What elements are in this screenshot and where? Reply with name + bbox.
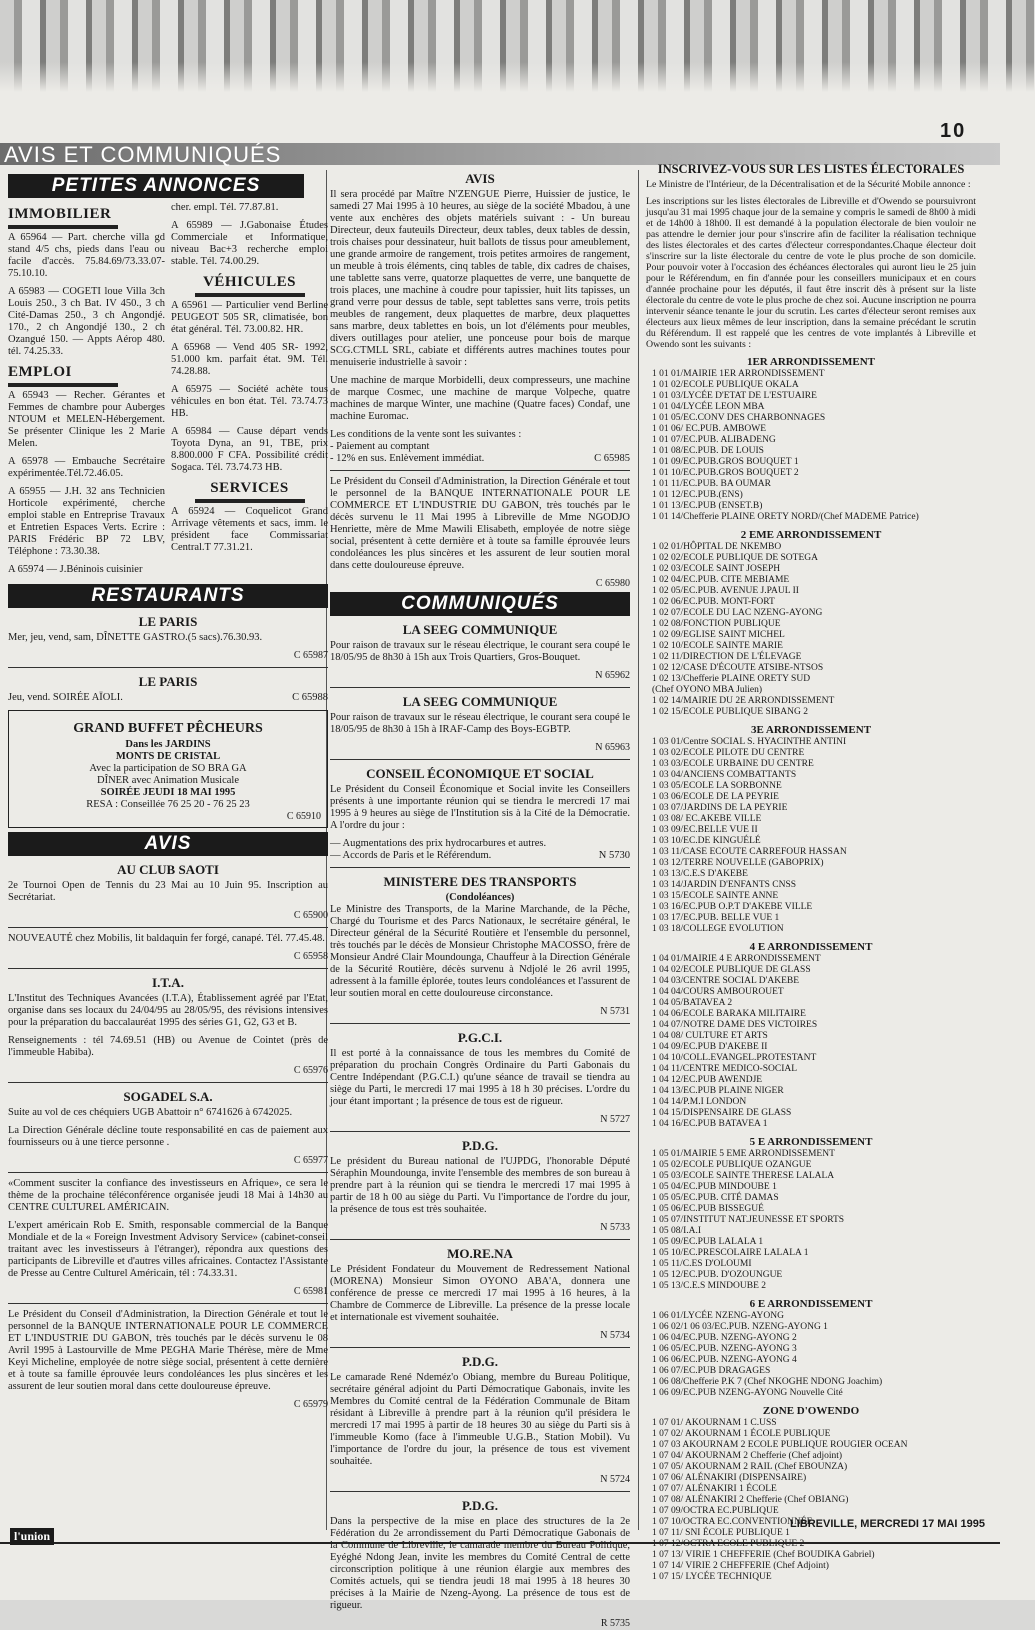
polling-station: 1 05 02/ECOLE PUBLIQUE OZANGUE [652,1160,812,1170]
polling-station: 1 02 09/EGLISE SAINT MICHEL [652,630,785,640]
restaurant-text: Mer, jeu, vend, sam, DÎNETTE GASTRO.(5 sacs).76.30.93. [8,632,263,643]
polling-station: 1 07 11/ SNI ÉCOLE PUBLIQUE 1 [652,1528,790,1538]
polling-station: 1 03 02/ECOLE PILOTE DU CENTRE [652,748,805,758]
communiques-title: COMMUNIQUÉS [330,592,630,616]
ad-item: A 65961 — Particulier vend Berline PEUGEOT 505 SR, climatisée, bon état général. Tél. 73.00.82. HR. [171,300,328,335]
immobilier-heading: IMMOBILIER [8,206,112,222]
restaurant-row [8,692,328,704]
polling-station: 1 01 04/LYCÉE LEON MBA [652,402,765,412]
polling-station: 1 02 14/MAIRIE DU 2E ARRONDISSEMENT [652,696,835,706]
pgci-heading: P.G.C.I. [457,1030,503,1045]
polling-station: 1 04 10/COLL.EVANGEL.PROTESTANT [652,1053,817,1063]
ad-ref: N 5724 [600,1474,630,1485]
polling-station: 1 07 02/ AKOURNAM 1 ÉCOLE PUBLIQUE [652,1429,831,1439]
arrondissement-heading: 3E ARRONDISSEMENT [750,724,872,736]
polling-station: 1 02 06/EC.PUB. MONT-FORT [652,597,775,607]
polling-station: 1 03 12/TERRE NOUVELLE (GABOPRIX) [652,858,824,868]
arrondissement-heading: 1ER ARRONDISSEMENT [746,356,876,368]
buffet-line: Avec la participation de SO BRA GA [89,763,247,774]
transports-subheading: (Condoléances) [445,892,515,903]
polling-station: 1 01 07/EC.PUB. ALIBADENG [652,435,776,445]
polling-station: 1 07 12/OCTRA ECOLE PUBLIQUE 2 [652,1539,805,1549]
vehicules-heading: VÉHICULES [203,274,296,290]
polling-station: (Chef OYONO MBA Julien) [652,685,763,695]
ces-item: — Accords de Paris et le Référendum. [330,850,492,861]
divider [330,1239,630,1240]
ad-item: A 65974 — J.Béninois cuisinier [8,564,143,575]
restaurants-title: RESTAURANTS [8,584,328,608]
ita-text: Renseignements : tél 74.69.51 (HB) ou Avenue de Cointet (près de l'immeuble Habiba). [8,1035,328,1058]
transports-text: Le Ministre des Transports, de la Marine Marchande, de la Pêche, Chargé du Tourisme et des Parcs Nationaux, le secrétaire général, le Directeur général de la Sécurité Routière et l'ensemble du personnel, très touchés par le décès de Monsieur Christophe MACOSSO, frère de Monsieur André Clair Moundounga, Chauffeur à la Direction Générale de la Sécurité Routière, décès survenu à Ndjolé le 26 avril 1995, adressent à la famille éplorée, toutes leurs condoléances et l'assurent de leur soutien moral en cette douloureuse circonstance. [330,904,630,999]
polling-station: 1 03 04/ANCIENS COMBATTANTS [652,770,797,780]
ad-ref: N 5733 [600,1222,630,1233]
polling-station: 1 07 13/ VIRIE 1 CHEFFERIE (Chef BOUDIKA Gabriel) [652,1550,875,1560]
polling-station: 1 07 04/ AKOURNAM 2 Chefferie (Chef adjoint) [652,1451,843,1461]
polling-station: 1 01 13/EC.PUB (ENSET.B) [652,501,763,511]
polling-station: 1 04 15/DISPENSAIRE DE GLASS [652,1108,792,1118]
ad-item: A 65924 — Coquelicot Grand Arrivage vêtements et sacs, imm. le président face Commissariat Central.T 77.31.21. [171,506,328,553]
pdg-text: Dans la perspective de la mise en place des structures de la 2e Fédération du 2e arrondissement du Parti Démocratique Gabonais de la Commune de Libreville, le camarade membre du Bureau Politique, Eyéghé Ndong Jean, invite les membres du Comité Central de cette circonscription politique à une réunion élargie aux membres des Comités actuels, qui se tiendra jeudi 18 mai 1995 à 18 heures 30 précises à la Mairie de Nzeng-Ayong. La présence de tous est de rigueur. [330,1516,630,1611]
morena-heading: MO.RE.NA [447,1246,513,1261]
polling-station: 1 04 16/EC.PUB BATAVEA 1 [652,1119,768,1129]
avis-text: - Paiement au comptant [330,441,430,452]
divider [8,1082,328,1083]
ad-ref: N 5731 [600,1006,630,1017]
polling-station: 1 01 02/ECOLE PUBLIQUE OKALA [652,380,799,390]
arrondissement-heading: 2 EME ARRONDISSEMENT [740,529,882,541]
scan-shadow [0,0,1035,92]
polling-station: 1 04 14/P.M.I LONDON [652,1097,747,1107]
ad-ref: C 65987 [293,650,328,661]
polling-station: 1 04 02/ECOLE PUBLIQUE DE GLASS [652,965,811,975]
ad-item: A 65964 — Part. cherche villa gd stand 4/5 chs, pieds dans l'eau ou facile d'accès. 75.84.69/73.33.07- 75.10.10. [8,232,165,279]
ad-item: A 65989 — J.Gabonaise Études Commerciale et Informatique, niveau Bac+3 recherche emploi stable. Tél. 74.00.29. [171,220,328,267]
polling-station: 1 01 12/EC.PUB.(ENS) [652,490,743,500]
polling-station: 1 02 04/EC.PUB. CITE MEBIAME [652,575,790,585]
pdg-heading: P.D.G. [462,1138,498,1153]
ad-ref: C 65988 [292,692,328,703]
polling-station: 1 04 08/ CULTURE ET ARTS [652,1031,768,1041]
polling-station: 1 03 13/C.E.S D'AKEBE [652,869,748,879]
polling-station: 1 01 03/LYCÉE D'ETAT DE L'ESTUAIRE [652,391,817,401]
polling-station: 1 04 07/NOTRE DAME DES VICTOIRES [652,1020,818,1030]
buffet-title: GRAND BUFFET PÊCHEURS [73,721,263,736]
column-left [8,172,328,1542]
ces-heading: CONSEIL ÉCONOMIQUE ET SOCIAL [366,766,594,781]
ad-ref: N 65962 [595,670,630,681]
polling-station: 1 06 04/EC.PUB. NZENG-AYONG 2 [652,1333,797,1343]
buffet-box [8,710,328,828]
pdg-text: Le camarade René Ndeméz'o Obiang, membre du Bureau Politique, secrétaire général adjoint du Parti Démocratique Gabonais, invite les Membres du Comité central de la Fédération Communale de Bitam résidant à Libreville à prendre part à la réunion qu'il présidera le mercredi 17 mai 1995 à partir de 18 heures 30 au siège du Parti sis à l'immeuble Komo (face à l'immeuble U.G.B., Station Mobil). Vu l'importance de l'ordre du jour, la présence de tous est vivement souhaitée. [330,1372,630,1467]
polling-station: 1 07 10/OCTRA EC.CONVENTIONNÉE [652,1517,813,1527]
polling-station: 1 04 13/EC.PUB PLAINE NIGER [652,1086,784,1096]
ccc-text: L'expert américain Rob E. Smith, responsable commercial de la Banque Mondiale et de la « Foreign Investment Advisory Service» (cabinet-conseil traitant avec les investisseurs à l'étranger), répondra aux questions des participants de Libreville et d'autres villes africaines. Contactez l'Assistante de Presse au Centre Culturel Américain, tél : 74.33.31. [8,1220,328,1279]
polling-station: 1 07 15/ LYCÉE TECHNIQUE [652,1572,772,1582]
sogadel-heading: SOGADEL S.A. [123,1089,213,1104]
polling-station: 1 07 03 AKOURNAM 2 ECOLE PUBLIQUE ROUGIER OCEAN [652,1440,908,1450]
polling-station: 1 06 09/EC.PUB NZENG-AYONG Nouvelle Cité [652,1388,843,1398]
polling-station: 1 02 08/FONCTION PUBLIQUE [652,619,781,629]
club-text: 2e Tournoi Open de Tennis du 23 Mai au 10 Juin 95. Inscription au Secrétariat. [8,880,328,903]
listes-heading: INSCRIVEZ-VOUS SUR LES LISTES ÉLECTORALES [657,162,965,176]
club-heading: AU CLUB SAOTI [117,862,219,877]
seeg-text: Pour raison de travaux sur le réseau électrique, le courant sera coupé le 18/05/95 de 8h30 à 15h aux Trois Quartiers, Gros-Bouquet. [330,640,630,663]
ad-item: A 65984 — Cause départ vends Toyota Dyna, an 91, TBE, prix 8.800.000 F CFA. Possibilité crédit Sogaca. Tél. 73.74.73 HB. [171,426,328,473]
listes-text: Les inscriptions sur les listes électorales de Libreville et d'Owendo se poursuivront jusqu'au 31 mai 1995 chaque jour de la semaine y compris le samedi de 8h00 à midi et de 14h00 à 18h00. Il est demandé à la population électorale de bien vouloir ne pas attendre le dernier jour pour s'inscrire afin de faciliter la réalisation technique des listes électorales et des cartes d'électeur correspondantes.Chaque électeur doit s'inscrire sur la liste électorale du centre de vote le plus proche de son domicile. Pour pouvoir voter à l'occasion des échéances électorales qui auront lieu le 25 juin pour le Référendum, en fin d'année pour les conseillers municipaux et en cours d'année prochaine pour les députés, il faut être inscrit dès à présent sur la liste électorale du centre de vote le plus proche de chez soi. Aucune inscription ne pourra intervenir séance tenante le jour du scrutin. Les cartes d'électeur seront remises aux électeurs aux lieux mêmes de leur inscription, dans la semaine précédant le scrutin du Référendum. Il est rappelé que les centres de vote implantés à Libreville et Owendo sont les suivants : [646,196,976,350]
polling-station: 1 04 04/COURS AMBOUROUET [652,987,784,997]
polling-station: 1 02 01/HÔPITAL DE NKEMBO [652,542,782,552]
avis-title: AVIS [8,832,328,856]
heading-bar [8,225,118,229]
polling-station: 1 02 13/Chefferie PLAINE ORETY SUD [652,674,811,684]
polling-station: 1 01 08/EC.PUB. DE LOUIS [652,446,764,456]
section-title: AVIS ET COMMUNIQUÉS [4,142,282,167]
ad-ref: C 65977 [293,1155,328,1166]
ad-item: A 65943 — Recher. Gérantes et Femmes de chambre pour Auberges NTOUM et MELEN-Hébergement. Se présenter Clinique les 2 Marie Melen. [8,390,165,449]
polling-station: 1 03 08/ EC.AKEBE VILLE [652,814,762,824]
polling-station: 1 05 06/EC.PUB BISSEGUÉ [652,1204,764,1214]
sogadel-text: La Direction Générale décline toute responsabilité en cas de paiement aux fournisseurs ou à une tierce personne . [8,1125,328,1148]
polling-station: 1 05 01/MAIRIE 5 EME ARRONDISSEMENT [652,1149,835,1159]
polling-station: 1 05 08/I.A.I [652,1226,702,1236]
polling-station: 1 02 11/DIRECTION DE L'ÉLEVAGE [652,652,802,662]
divider [8,968,328,969]
polling-station: 1 01 05/EC.CONV DES CHARBONNAGES [652,413,826,423]
ad-ref: C 65981 [293,1286,328,1297]
buffet-line: SOIRÉE JEUDI 18 MAI 1995 [100,787,236,798]
polling-station: 1 03 14/JARDIN D'ENFANTS CNSS [652,880,797,890]
polling-station: 1 06 07/EC.PUB DRAGAGES [652,1366,771,1376]
ad-ref: C 65979 [293,1399,328,1410]
polling-station: 1 06 05/EC.PUB. NZENG-AYONG 3 [652,1344,797,1354]
polling-station: 1 06 08/Chefferie P.K 7 (Chef NKOGHE NDONG Joachim) [652,1377,883,1387]
polling-station: 1 05 04/EC.PUB MINDOUBE 1 [652,1182,777,1192]
avis-row [330,453,630,465]
page-number: 10 [940,120,967,142]
deces-text: Le Président du Conseil d'Administration, la Direction Générale et tout le personnel de la BANQUE INTERNATIONALE POUR LE COMMERCE ET L'INDUSTRIE DU GABON, très touchés par le décès survenu le 11 Mai 1995 à Libreville de Mme NGODJO Henriette, mère de Mme Mawili Elisabeth, employée de notre siège social, présentent à cette dernière et à toute sa famille éprouvée leurs condoléances les plus sincères et les assurent de leur soutien moral dans cette douloureuse épreuve. [330,476,630,571]
polling-station: 1 02 10/ECOLE SAINTE MARIE [652,641,783,651]
ad-item: A 65968 — Vend 405 SR- 1992, 51.000 km. parfait état. 9M. Tél. 74.28.88. [171,342,328,377]
ces-item: — Augmentations des prix hydrocarbures et autres. [330,838,547,849]
divider [330,1491,630,1492]
polling-station: 1 03 16/EC.PUB O.P.T D'AKEBE VILLE [652,902,813,912]
polling-station: 1 01 01/MAIRIE 1ER ARRONDISSEMENT [652,369,825,379]
divider [8,927,328,928]
pdg-heading: P.D.G. [462,1354,498,1369]
avis-text: Les conditions de la vente sont les suivantes : [330,429,522,440]
polling-station: 1 06 01/LYCÉE NZENG-AYONG [652,1311,784,1321]
polling-station: 1 04 05/BATAVEA 2 [652,998,733,1008]
ccc-text: «Comment susciter la confiance des investisseurs en Afrique», ce sera le thème de la prochaine téléconférence organisée jeudi 18 Mai à 14h30 au CENTRE CULTUREL AMÉRICAIN. [8,1178,328,1213]
polling-station: 1 03 10/EC.DE KINGUÉLÉ [652,836,761,846]
polling-station: 1 02 03/ECOLE SAINT JOSEPH [652,564,781,574]
ad-ref: N 5727 [600,1114,630,1125]
pgci-text: Il est porté à la connaissance de tous les membres du Comité de préparation du prochain Congrès Ordinaire du Parti Gabonais du Centre Indépendant (P.G.C.I.) qu'une séance de travail se tiendra au siège du Parti, le mercredi 17 mai 1995 à 18 h 30 précises. L'ordre du jour étant important ; la présence de tous est de rigueur. [330,1048,630,1107]
divider [330,759,630,760]
ad-item: A 65955 — J.H. 32 ans Technicien Horticole expérimenté, cherche emploi stable en Entreprise Travaux et Entretien Espaces Verts. Ecrire : PARIS Frédéric BP 72 LBV, Téléphone : 73.30.38. [8,486,165,557]
footer-date: LIBREVILLE, MERCREDI 17 MAI 1995 [790,1518,985,1530]
services-heading: SERVICES [210,480,289,496]
heading-bar [8,383,118,387]
pdg-text: Le président du Bureau national de l'UJPDG, l'honorable Député Séraphin Moundounga, invite l'ensemble des membres de son bureau à prendre part à la réunion qui se tiendra le mercredi 17 mai 1995 à partir de 18 h 00 au siège du Parti. Vu l'importance de l'ordre du jour, la présence de tous est très souhaitée. [330,1156,630,1215]
arrondissements [646,356,976,1583]
arrondissement-heading: 4 E ARRONDISSEMENT [749,941,873,953]
polling-station: 1 05 03/ECOLE SAINTE THERESE LALALA [652,1171,835,1181]
avis-text: - 12% en sus. Enlèvement immédiat. [330,453,485,464]
column-middle [330,165,630,1629]
polling-station: 1 04 01/MAIRIE 4 E ARRONDISSEMENT [652,954,821,964]
nouveaute-text: NOUVEAUTÉ chez Mobilis, lit baldaquin fer forgé, canapé. Tél. 77.45.48. [8,933,325,944]
ad-item: cher. empl. Tél. 77.87.81. [171,202,279,213]
avis-heading: AVIS [465,171,495,186]
polling-station: 1 04 11/CENTRE MEDICO-SOCIAL [652,1064,798,1074]
ad-ref: N 5730 [598,850,630,861]
avis-text: Une machine de marque Morbidelli, deux compresseurs, une machine de marque Cosmec, une machine de marque Volpeche, quatre machines de marque Winter, une machine (Quatre faces) Condaf, une machine Euromac. [330,375,630,422]
divider [8,1172,328,1173]
divider [330,687,630,688]
bicig-text: Le Président du Conseil d'Administration, la Direction Générale et tout le personnel de la BANQUE INTERNATIONALE POUR LE COMMERCE ET L'INDUSTRIE DU GABON, très touchés par le décès survenu le 08 Avril 1995 à Lastourville de Mme PEGHA Marie Thérèse, mère de Mme Keyi Micheline, employée de notre siège social, présentent à cette dernière et à toute sa famille éprouvée leurs condoléances les plus sincères et les assurent de leur soutien moral dans cette douloureuse épreuve. [8,1309,328,1392]
ad-ref: N 5734 [600,1330,630,1341]
polling-station: 1 03 03/ECOLE URBAINE DU CENTRE [652,759,814,769]
polling-station: 1 03 01/Centre SOCIAL S. HYACINTHE ANTINI [652,737,847,747]
polling-station: 1 01 09/EC.PUB.GROS BOUQUET 1 [652,457,799,467]
polling-station: 1 02 05/EC.PUB. AVENUE J.PAUL II [652,586,799,596]
listes-intro: Le Ministre de l'Intérieur, de la Décentralisation et de la Sécurité Mobile annonce : [646,179,971,190]
heading-bar [195,499,305,503]
polling-station: 1 02 12/CASE D'ÉCOUTE ATSIBE-NTSOS [652,663,824,673]
divider [330,470,630,471]
ad-ref: C 65910 [286,811,321,822]
buffet-line: RESA : Conseillée 76 25 20 - 76 25 23 [86,799,250,810]
restaurant-text: Jeu, vend. SOIRÉE AÏOLI. [8,692,123,703]
polling-station: 1 07 07/ ALÉNAKIRI 1 ÉCOLE [652,1484,777,1494]
polling-station: 1 06 02/1 06 03/EC.PUB. NZENG-AYONG 1 [652,1322,828,1332]
avis-text: Il sera procédé par Maître N'ZENGUE Pierre, Huissier de justice, le samedi 27 Mai 1995 à 10 heures, au siège de la société Mbadou, à une vente aux enchères des objets matériels suivant : - Un bureau Directeur, deux fauteuils Directeur, deux tables, deux tables de dessin, trois chaises pour dessinateur, huit ballots de tissus pour ameublement, une grande armoire de rangement, trois petites armoires de rangement, un meuble à trois éléments, cinq tables de table, dix cadres de chaises, une tablette sans verre, quatorze plaquettes de verre, une banquette de trois places, une machine à coudre pour tapissier, huit lits tapisses, un grand verre pour dessus de table, sept tablettes sans verre, trois petits meubles de rangement, deux plaquettes de marbre, deux plaquettes sans marbre, deux tablettes en bois, un lot d'éléments pour meubles, divers outillages pour atelier, une ponceuse pour bois de marque SCG.CTMLL SRL, cabiate et différents autres machines toutes pour menuiserie industrielle à savoir : [330,189,630,368]
annonces-col-a [8,202,165,582]
arrondissement-heading: 6 E ARRONDISSEMENT [749,1298,873,1310]
divider [330,867,630,868]
divider [8,1303,328,1304]
ad-ref: R 5735 [600,1618,630,1629]
transports-heading: MINISTERE DES TRANSPORTS [383,874,577,889]
restaurant-name: LE PARIS [138,674,198,689]
polling-station: 1 01 06/ EC.PUB. AMBOWE [652,424,767,434]
polling-station: 1 06 06/EC.PUB. NZENG-AYONG 4 [652,1355,797,1365]
polling-station: 1 07 09/OCTRA EC.PUBLIQUE [652,1506,779,1516]
polling-station: 1 05 05/EC.PUB. CITÉ DAMAS [652,1193,779,1203]
annonces-col-b [171,202,328,582]
divider [8,667,328,668]
polling-station: 1 02 07/ECOLE DU LAC NZENG-AYONG [652,608,823,618]
polling-station: 1 03 05/ECOLE LA SORBONNE [652,781,782,791]
ad-ref: C 65980 [595,578,630,589]
polling-station: 1 07 05/ AKOURNAM 2 RAIL (Chef EBOUNZA) [652,1462,848,1472]
morena-text: Le Président Fondateur du Mouvement de Redressement National (MORENA) Monsieur Simon OYONO ABA'A, donnera une conférence de presse ce mercredi 17 mai 1995 à 16 heures, à la Chambre de Commerce de Libreville. La présence de la presse locale et internationale est vivement souhaitée. [330,1264,630,1323]
polling-station: 1 03 11/CASE ECOUTE CARREFOUR HASSAN [652,847,847,857]
emploi-heading: EMPLOI [8,364,72,380]
polling-station: 1 04 12/EC.PUB AWENDJE [652,1075,763,1085]
seeg-heading: LA SEEG COMMUNIQUE [402,694,558,709]
column-rule [638,170,639,1530]
polling-station: 1 01 10/EC.PUB.GROS BOUQUET 2 [652,468,799,478]
divider [330,1131,630,1132]
polling-station: 1 07 14/ VIRIE 2 CHEFFERIE (Chef Adjoint) [652,1561,829,1571]
buffet-line: DÎNER avec Animation Musicale [96,775,239,786]
polling-station: 1 03 15/ECOLE SAINTE ANNE [652,891,779,901]
polling-station: 1 05 12/EC.PUB. D'OZOUNGUE [652,1270,783,1280]
ad-ref: C 65958 [293,951,328,962]
polling-station: 1 01 14/Chefferie PLAINE ORETY NORD/(Chef MADEME Patrice) [652,512,919,522]
polling-station: 1 03 09/EC.BELLE VUE II [652,825,758,835]
polling-station: 1 01 11/EC.PUB. BA OUMAR [652,479,771,489]
divider [330,1023,630,1024]
petites-annonces-title: PETITES ANNONCES [8,174,304,198]
polling-station: 1 05 09/EC.PUB LALALA 1 [652,1237,764,1247]
buffet-line: Dans les JARDINS [125,739,211,750]
footer-rule [0,1542,1000,1544]
polling-station: 1 04 06/ECOLE BARAKA MILITAIRE [652,1009,806,1019]
sogadel-text: Suite au vol de ces chéquiers UGB Abattoir n° 6741626 à 6742025. [8,1107,293,1118]
polling-station: 1 04 09/EC.PUB D'AKEBE II [652,1042,768,1052]
petites-annonces [8,202,328,582]
ad-item: A 65983 — COGETI loue Villa 3ch Louis 250., 3 ch Bat. IV 450., 3 ch Cité-Damas 250., 3 ch Angondjé. 170., 2 ch Angondjé 130., 2 ch Ozangué 150. — Appts Aérop 480. tél. 74.25.33. [8,286,165,357]
polling-station: 1 07 08/ ALÉNAKIRI 2 Chefferie (Chef OBIANG) [652,1495,849,1505]
seeg-text: Pour raison de travaux sur le réseau électrique, le courant sera coupé le 18/05/95 de 8h30 à 15h à IRAF-Camp des Boys-EGBTP. [330,712,630,735]
arrondissement-heading: ZONE D'OWENDO [762,1405,860,1417]
seeg-heading: LA SEEG COMMUNIQUE [402,622,558,637]
ad-item: A 65978 — Embauche Secrétaire expérimentée.Tél.72.46.05. [8,456,165,479]
polling-station: 1 05 13/C.E.S MINDOUBE 2 [652,1281,767,1291]
polling-station: 1 03 18/COLLEGE EVOLUTION [652,924,784,934]
polling-station: 1 03 06/ECOLE DE LA PEYRIE [652,792,779,802]
polling-station: 1 03 17/EC.PUB. BELLE VUE 1 [652,913,780,923]
pdg-heading: P.D.G. [462,1498,498,1513]
ces-text: Le Président du Conseil Économique et Social invite les Conseillers présents à une importante réunion qui se tiendra le mercredi 17 mai 1995 à 9 heures au siège de l'Institution sis à la Cité de la Démocratie. A l'ordre du jour : [330,784,630,831]
heading-bar [195,293,305,297]
ita-heading: I.T.A. [152,975,184,990]
ces-row [330,850,630,862]
buffet-line: MONTS DE CRISTAL [115,751,221,762]
restaurant-name: LE PARIS [138,614,198,629]
polling-station: 1 04 03/CENTRE SOCIAL D'AKEBE [652,976,800,986]
ad-ref: C 65900 [293,910,328,921]
polling-station: 1 05 10/EC.PRESCOLAIRE LALALA 1 [652,1248,809,1258]
footer-logo: l'union [10,1528,54,1545]
ad-item: A 65975 — Société achète tous véhicules en bon état. Tél. 73.74.73 HB. [171,384,328,419]
polling-station: 1 07 01/ AKOURNAM 1 C.USS [652,1418,777,1428]
polling-station: 1 07 06/ ALÉNAKIRI (DISPENSAIRE) [652,1473,807,1483]
polling-station: 1 02 15/ECOLE PUBLIQUE SIBANG 2 [652,707,808,717]
polling-station: 1 05 11/C.ES D'OLOUMI [652,1259,752,1269]
ita-text: L'Institut des Techniques Avancées (I.T.A), Établissement agréé par l'Etat, organise dans ses locaux du 24/04/95 au 28/05/95, des révisions intensives pour la préparation du baccalauréat 1995 des séries G1, G2, G3 et B. [8,993,328,1028]
ad-ref: N 65963 [595,742,630,753]
divider [330,1347,630,1348]
polling-station: 1 02 02/ECOLE PUBLIQUE DE SOTEGA [652,553,818,563]
ad-ref: C 65976 [293,1065,328,1076]
arrondissement-heading: 5 E ARRONDISSEMENT [749,1136,873,1148]
polling-station: 1 05 07/INSTITUT NAT.JEUNESSE ET SPORTS [652,1215,845,1225]
polling-station: 1 03 07/JARDINS DE LA PEYRIE [652,803,788,813]
ad-ref: C 65985 [594,453,630,464]
